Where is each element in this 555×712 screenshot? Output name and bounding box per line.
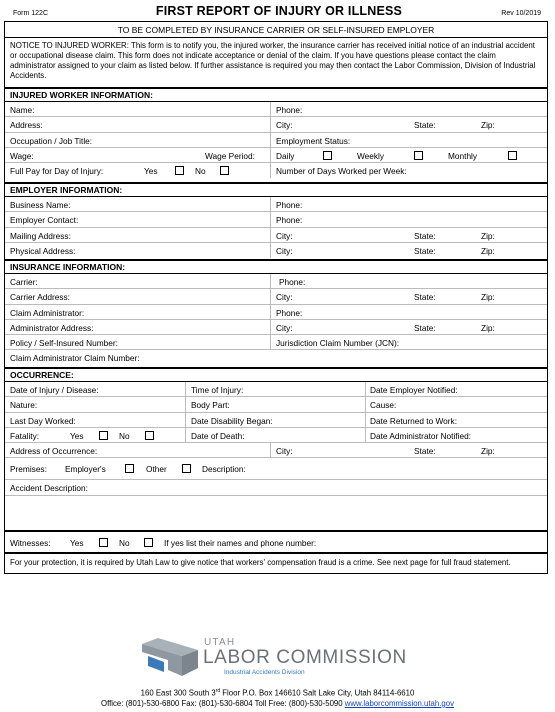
nature-field[interactable]: Nature: <box>10 400 38 411</box>
cause-field[interactable]: Cause: <box>370 400 397 411</box>
injured-worker-notice: NOTICE TO INJURED WORKER: This form is to notify you, the injured worker, the insurance carrier has received initial notice of an industrial accident or occupational disease claim. This form does not indicate acceptance or denial of the claim. If you have questions please contact the claim administrator assigned to your claim as listed below. If further assistance is required you may then contact the Labor Commission, Division of Industrial Accidents. <box>10 41 536 80</box>
physical-state-field[interactable]: State: <box>414 245 436 256</box>
footer-address: 160 East 300 South 3rd Floor P.O. Box 146610 Salt Lake City, Utah 84114-6610 <box>140 688 415 698</box>
claim-administrator-field[interactable]: Claim Administrator: <box>10 307 85 318</box>
occurrence-address-field[interactable]: Address of Occurrence: <box>10 446 98 457</box>
occurrence-fatality-row <box>5 428 547 443</box>
mailing-address-field[interactable]: Mailing Address: <box>10 230 71 241</box>
carrier-row <box>5 274 547 289</box>
footer-contacts <box>0 699 555 708</box>
carrier-state-field[interactable]: State: <box>414 292 436 303</box>
physical-city-field[interactable]: City: <box>276 245 293 256</box>
full-pay-yes-checkbox[interactable] <box>175 166 184 176</box>
admin-address-row <box>5 320 547 335</box>
daily-label: Daily <box>276 150 295 161</box>
admin-phone-field[interactable]: Phone: <box>276 307 303 318</box>
last-day-worked-field[interactable]: Last Day Worked: <box>10 415 76 426</box>
employer-physical-row <box>5 243 547 258</box>
occurrence-zip-field[interactable]: Zip: <box>481 446 495 457</box>
witnesses-label: Witnesses: <box>10 538 51 548</box>
subtitle-section <box>5 22 547 38</box>
occurrence-section <box>5 369 547 532</box>
jcn-field[interactable]: Jurisdiction Claim Number (JCN): <box>276 338 400 349</box>
policy-row <box>5 335 547 350</box>
logo-mark-icon <box>140 636 198 678</box>
date-employer-notified-field[interactable]: Date Employer Notified: <box>370 385 458 395</box>
section-title: INSURANCE INFORMATION: <box>5 261 547 274</box>
policy-number-field[interactable]: Policy / Self-Insured Number: <box>10 338 118 349</box>
occurrence-state-field[interactable]: State: <box>414 446 436 457</box>
witnesses-section <box>5 532 547 554</box>
carrier-zip-field[interactable]: Zip: <box>481 292 495 303</box>
worker-name-row <box>5 102 547 117</box>
fatality-no-checkbox[interactable] <box>145 431 154 441</box>
occurrence-premises-row <box>5 458 547 480</box>
mailing-city-field[interactable]: City: <box>276 230 293 241</box>
occurrence-workdays-row <box>5 413 547 428</box>
employer-section <box>5 184 547 261</box>
fatality-label: Fatality: <box>10 430 40 441</box>
carrier-phone-field[interactable]: Phone: <box>279 277 306 287</box>
time-of-injury-field[interactable]: Time of Injury: <box>191 385 244 395</box>
employer-contact-row <box>5 212 547 227</box>
admin-notified-field[interactable]: Date Administrator Notified: <box>370 430 471 441</box>
premises-other-label: Other <box>146 464 167 475</box>
mailing-zip-field[interactable]: Zip: <box>481 230 495 241</box>
witnesses-row <box>5 532 547 554</box>
claim-admin-row <box>5 305 547 320</box>
website-link[interactable]: www.laborcommission.utah.gov <box>344 699 454 708</box>
body-part-field[interactable]: Body Part: <box>191 400 230 411</box>
monthly-label: Monthly <box>448 150 478 161</box>
admin-claim-number-field[interactable]: Claim Administrator Claim Number: <box>10 353 140 364</box>
admin-claim-number-row <box>5 350 547 365</box>
worker-occupation-row <box>5 133 547 148</box>
employment-status-field[interactable]: Employment Status: <box>276 135 351 146</box>
admin-zip-field[interactable]: Zip: <box>481 322 495 333</box>
carrier-city-field[interactable]: City: <box>276 292 293 303</box>
section-title: OCCURRENCE: <box>5 369 547 382</box>
full-pay-no-checkbox[interactable] <box>220 166 229 176</box>
business-name-field[interactable]: Business Name: <box>10 200 71 210</box>
full-pay-yes-label: Yes <box>144 166 158 177</box>
footer-phone-numbers: Office: (801)-530-6800 Fax: (801)-530-6804 Toll Free: (800)-530-5090 <box>101 699 343 708</box>
employer-business-row <box>5 197 547 212</box>
carrier-address-field[interactable]: Carrier Address: <box>10 292 70 303</box>
employer-phone-field[interactable]: Phone: <box>276 200 303 210</box>
premises-label: Premises: <box>10 464 47 475</box>
weekly-label: Weekly <box>357 150 385 161</box>
premises-employers-checkbox[interactable] <box>125 464 134 474</box>
occurrence-dates-row <box>5 382 547 397</box>
premises-description-field[interactable]: Description: <box>202 464 246 475</box>
insurance-section <box>5 261 547 369</box>
occurrence-address-row <box>5 443 547 458</box>
state-field[interactable]: State: <box>414 120 436 131</box>
zip-field[interactable]: Zip: <box>481 120 495 131</box>
premises-other-checkbox[interactable] <box>182 464 191 474</box>
notice-section <box>5 38 547 89</box>
carrier-address-row <box>5 289 547 304</box>
worker-fullpay-row <box>5 163 547 178</box>
fraud-notice: For your protection, it is required by Utah Law to give notice that workers' compensation fraud is a crime. See next page for full fraud statement. <box>10 558 511 567</box>
form-subtitle: TO BE COMPLETED BY INSURANCE CARRIER OR SELF-INSURED EMPLOYER <box>5 22 547 38</box>
revision-date: Rev 10/2019 <box>501 10 541 17</box>
address-field[interactable]: Address: <box>10 120 43 131</box>
phone-field[interactable]: Phone: <box>276 105 303 115</box>
days-worked-field[interactable]: Number of Days Worked per Week: <box>276 166 407 177</box>
monthly-checkbox[interactable] <box>508 151 517 161</box>
occupation-field[interactable]: Occupation / Job Title: <box>10 135 93 146</box>
witnesses-yes-checkbox[interactable] <box>99 538 108 548</box>
returned-to-work-field[interactable]: Date Returned to Work: <box>370 415 458 426</box>
wage-field[interactable]: Wage: <box>10 150 34 161</box>
physical-address-field[interactable]: Physical Address: <box>10 245 76 256</box>
worker-section <box>5 89 547 184</box>
mailing-state-field[interactable]: State: <box>414 230 436 241</box>
administrator-address-field[interactable]: Administrator Address: <box>10 322 94 333</box>
employer-contact-phone-field[interactable]: Phone: <box>276 215 303 226</box>
witnesses-no-label: No <box>119 538 130 548</box>
logo-state-text: UTAH <box>204 637 236 648</box>
weekly-checkbox[interactable] <box>414 151 423 161</box>
date-of-death-field[interactable]: Date of Death: <box>191 430 245 441</box>
form-title: FIRST REPORT OF INJURY OR ILLNESS <box>155 4 403 18</box>
physical-zip-field[interactable]: Zip: <box>481 245 495 256</box>
fatality-no-label: No <box>119 430 130 441</box>
employer-contact-field[interactable]: Employer Contact: <box>10 215 79 226</box>
form-number: Form 122C <box>13 10 49 17</box>
witnesses-instruction-field[interactable]: If yes list their names and phone number: <box>164 538 317 548</box>
logo-name-text: LABOR COMMISSION <box>203 647 407 668</box>
logo-division-text: Industrial Accidents Division <box>224 669 305 676</box>
accident-description-row <box>5 480 547 495</box>
accident-description-line[interactable] <box>5 496 547 510</box>
disability-began-field[interactable]: Date Disability Began: <box>191 415 273 426</box>
witnesses-yes-label: Yes <box>70 538 84 548</box>
occurrence-nature-row <box>5 397 547 412</box>
name-field[interactable]: Name: <box>10 105 35 115</box>
date-of-injury-field[interactable]: Date of Injury / Disease: <box>10 385 99 395</box>
full-pay-label: Full Pay for Day of Injury: <box>10 166 104 177</box>
section-title: INJURED WORKER INFORMATION: <box>5 89 547 102</box>
premises-employers-label: Employer's <box>65 464 106 475</box>
labor-commission-logo <box>140 636 420 684</box>
admin-state-field[interactable]: State: <box>414 322 436 333</box>
full-pay-no-label: No <box>195 166 206 177</box>
wage-period-label: Wage Period: <box>205 150 255 161</box>
fatality-yes-checkbox[interactable] <box>99 431 108 441</box>
worker-wage-row <box>5 148 547 163</box>
form-frame <box>4 21 548 574</box>
witnesses-no-checkbox[interactable] <box>144 538 153 548</box>
carrier-field[interactable]: Carrier: <box>10 277 38 287</box>
accident-description-field[interactable]: Accident Description: <box>10 483 88 494</box>
occurrence-city-field[interactable]: City: <box>276 446 293 457</box>
city-field[interactable]: City: <box>276 120 293 131</box>
daily-checkbox[interactable] <box>323 151 332 161</box>
fraud-section <box>5 554 547 574</box>
employer-mailing-row <box>5 228 547 243</box>
worker-address-row <box>5 117 547 132</box>
fatality-yes-label: Yes <box>70 430 84 441</box>
admin-city-field[interactable]: City: <box>276 322 293 333</box>
section-title: EMPLOYER INFORMATION: <box>5 184 547 197</box>
